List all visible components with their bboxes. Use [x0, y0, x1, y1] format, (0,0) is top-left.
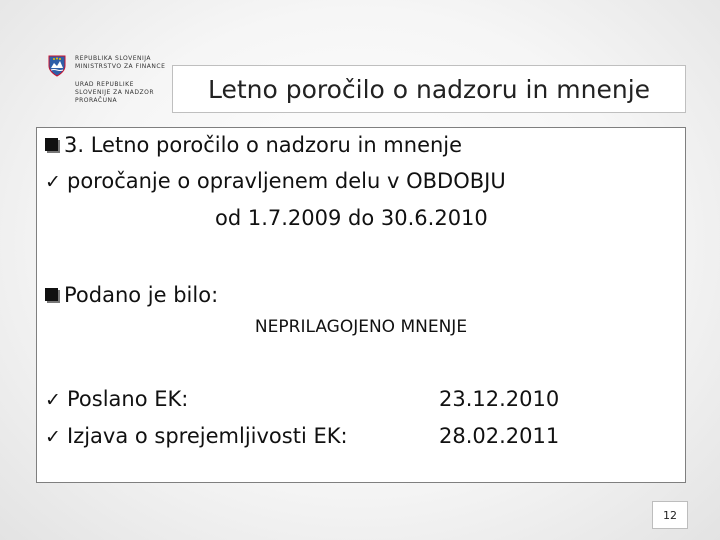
- opinion-label: NEPRILAGOJENO MNENJE: [254, 317, 468, 337]
- bullet-item-2-text: Podano je bilo:: [64, 283, 219, 307]
- sent-row: [45, 386, 188, 413]
- sub-item-1: [45, 168, 506, 195]
- coat-of-arms-icon: [48, 55, 66, 77]
- statement-label: Izjava o sprejemljivosti EK:: [67, 424, 348, 448]
- bullet-item-2: [45, 282, 218, 308]
- content-box: [36, 127, 686, 483]
- page-number: 12: [652, 501, 688, 529]
- office-line-2: SLOVENIJE ZA NADZOR: [75, 89, 155, 96]
- checkmark-icon: ✓: [45, 389, 61, 411]
- slide-title-box: [172, 65, 686, 113]
- checkmark-icon: ✓: [45, 426, 61, 448]
- period-range: od 1.7.2009 do 30.6.2010: [215, 206, 488, 230]
- office-line-3: PRORAČUNA: [75, 97, 118, 104]
- checkmark-icon: ✓: [45, 171, 61, 193]
- office-name: [75, 81, 154, 105]
- sub-item-1-text: poročanje o opravljenem delu v OBDOBJU: [67, 169, 506, 193]
- ministry-line-2: MINISTRSTVO ZA FINANCE: [75, 63, 166, 70]
- square-bullet-icon: [45, 288, 58, 301]
- sent-label: Poslano EK:: [67, 387, 189, 411]
- slide-title: Letno poročilo o nadzoru in mnenje: [207, 74, 651, 104]
- square-bullet-icon: [45, 138, 58, 151]
- office-line-1: URAD REPUBLIKE: [75, 81, 134, 88]
- ministry-line-1: REPUBLIKA SLOVENIJA: [75, 55, 152, 62]
- statement-row: [45, 423, 348, 450]
- statement-date: 28.02.2011: [439, 424, 560, 448]
- bullet-item-1-text: 3. Letno poročilo o nadzoru in mnenje: [64, 133, 463, 157]
- sent-date: 23.12.2010: [439, 387, 560, 411]
- bullet-item-1: [45, 132, 462, 158]
- ministry-name: [75, 55, 165, 71]
